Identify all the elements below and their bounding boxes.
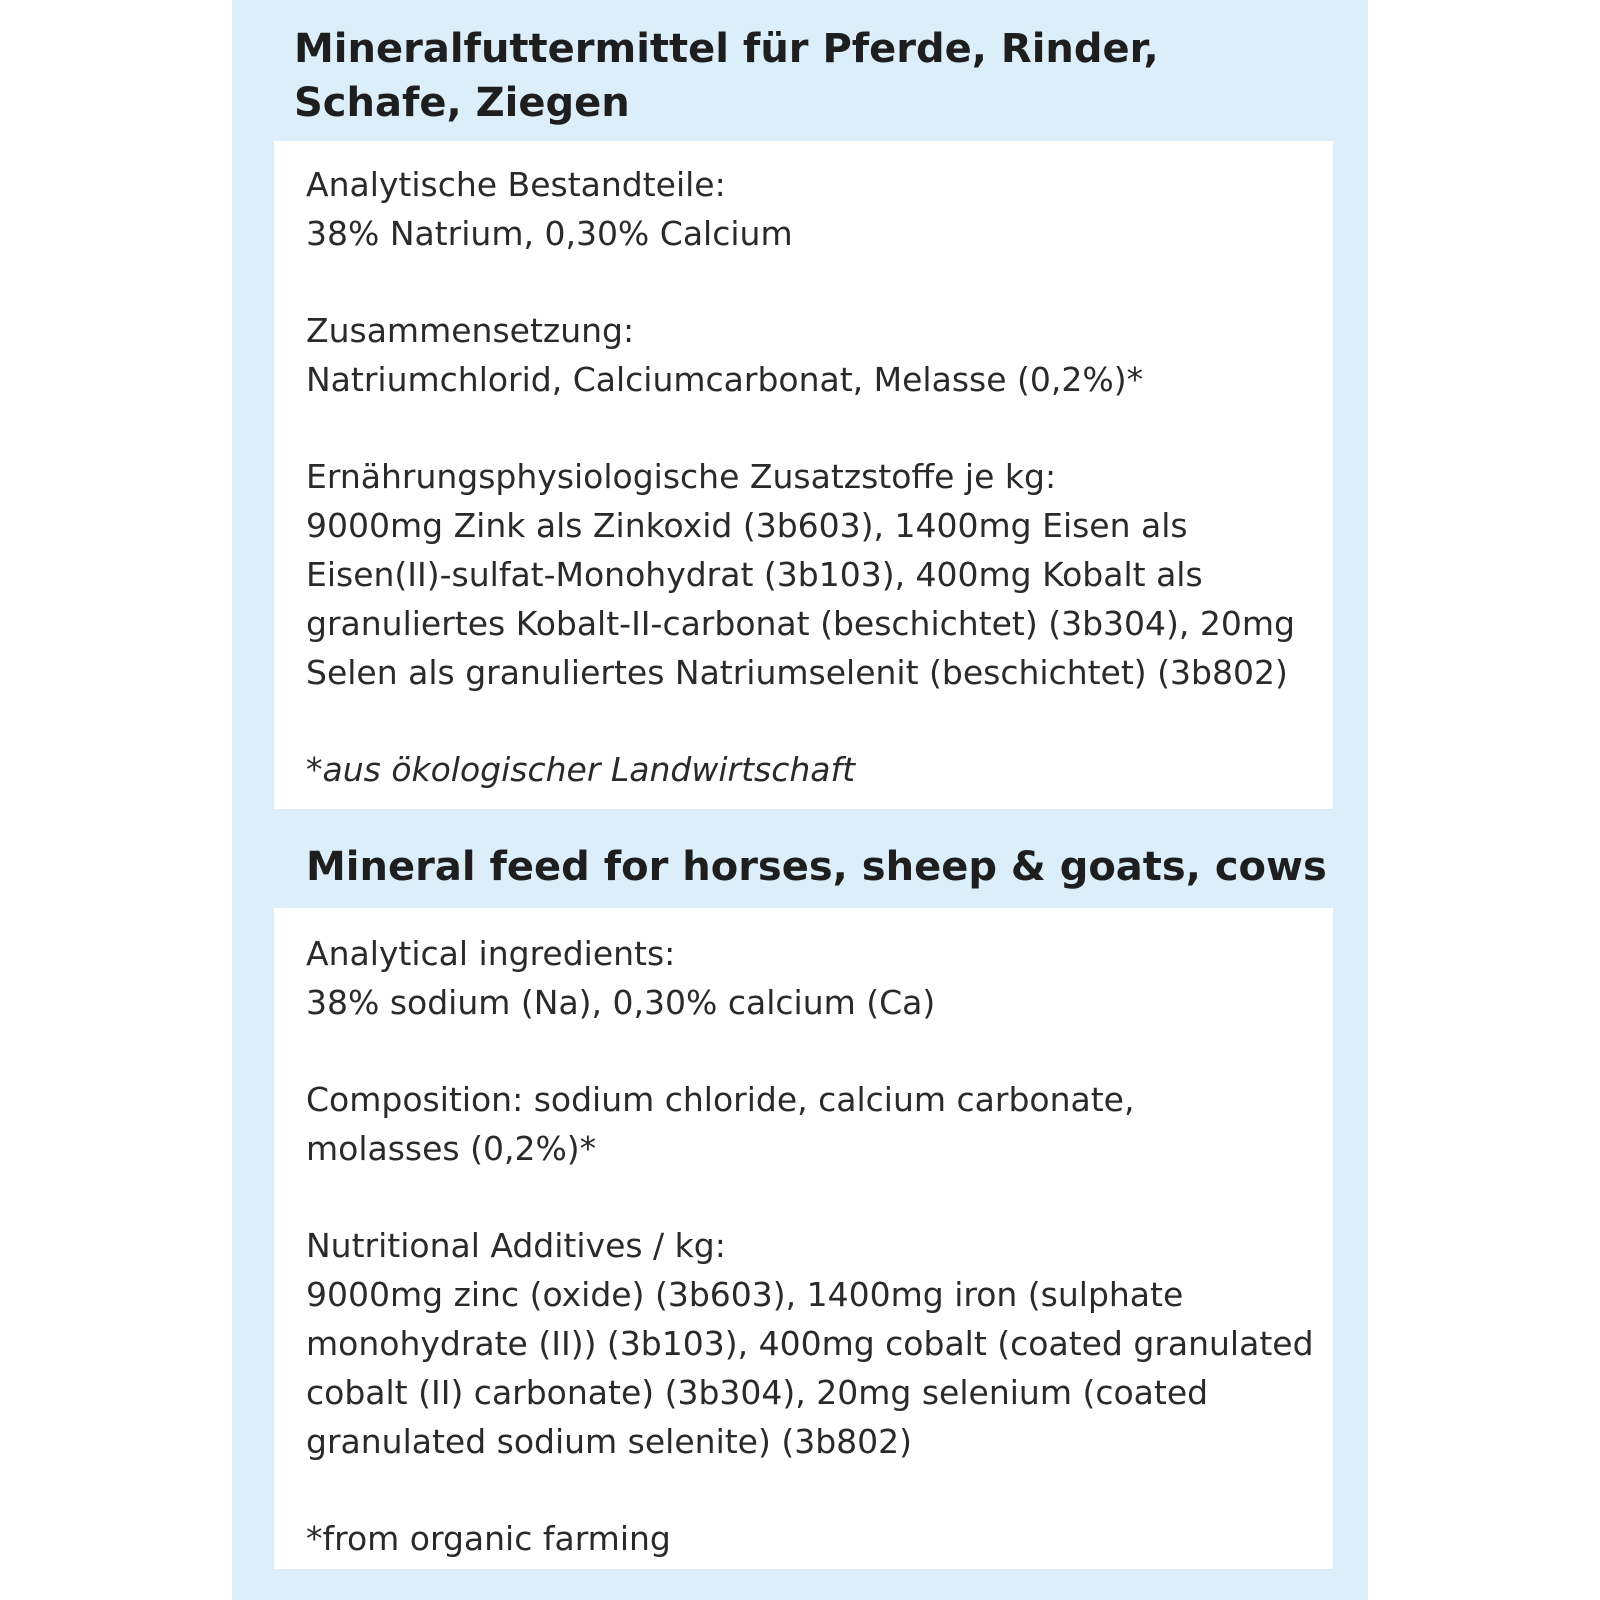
english-analytical-value: 38% sodium (Na), 0,30% calcium (Ca) bbox=[306, 983, 936, 1022]
german-analytical-section bbox=[306, 160, 1293, 258]
german-analytical-label: Analytische Bestandteile: bbox=[306, 165, 726, 204]
english-analytical-section bbox=[306, 929, 1293, 1027]
english-analytical-label: Analytical ingredients: bbox=[306, 934, 676, 973]
german-composition-value: Natriumchlorid, Calciumcarbonat, Melasse (0,2%)* bbox=[306, 360, 1144, 399]
english-additives-line: cobalt (II) carbonate) (3b304), 20mg selenium (coated bbox=[306, 1373, 1209, 1412]
german-additives-line: granuliertes Kobalt-II-carbonat (beschichtet) (3b304), 20mg bbox=[306, 604, 1295, 643]
german-additives-line: 9000mg Zink als Zinkoxid (3b603), 1400mg Eisen als bbox=[306, 506, 1188, 545]
german-additives-label: Ernährungsphysiologische Zusatzstoffe je kg: bbox=[306, 457, 1057, 496]
english-additives-line: monohydrate (II)) (3b103), 400mg cobalt (coated granulated bbox=[306, 1324, 1314, 1363]
english-composition-line-2: molasses (0,2%)* bbox=[306, 1129, 597, 1168]
german-info-card bbox=[274, 141, 1333, 809]
german-title bbox=[294, 22, 1334, 130]
english-composition-line-1: Composition: sodium chloride, calcium carbonate, bbox=[306, 1080, 1135, 1119]
german-additives-line: Eisen(II)-sulfat-Monohydrat (3b103), 400mg Kobalt als bbox=[306, 555, 1203, 594]
german-title-line-1: Mineralfuttermittel für Pferde, Rinder, bbox=[294, 26, 1159, 72]
english-info-card bbox=[274, 908, 1333, 1569]
german-title-line-2: Schafe, Ziegen bbox=[294, 80, 630, 126]
german-footnote: *aus ökologischer Landwirtschaft bbox=[306, 750, 856, 789]
english-additives-line: granulated sodium selenite) (3b802) bbox=[306, 1422, 913, 1461]
german-composition-section bbox=[306, 306, 1293, 404]
german-composition-label: Zusammensetzung: bbox=[306, 311, 635, 350]
english-title: Mineral feed for horses, sheep & goats, cows bbox=[306, 844, 1327, 890]
english-additives-line: 9000mg zinc (oxide) (3b603), 1400mg iron (sulphate bbox=[306, 1275, 1184, 1314]
english-footnote: *from organic farming bbox=[306, 1519, 671, 1558]
english-additives-section bbox=[306, 1221, 1314, 1466]
german-analytical-value: 38% Natrium, 0,30% Calcium bbox=[306, 214, 793, 253]
english-composition-section bbox=[306, 1075, 1293, 1173]
german-additives-section bbox=[306, 452, 1293, 697]
german-additives-line: Selen als granuliertes Natriumselenit (beschichtet) (3b802) bbox=[306, 653, 1288, 692]
english-additives-label: Nutritional Additives / kg: bbox=[306, 1226, 726, 1265]
